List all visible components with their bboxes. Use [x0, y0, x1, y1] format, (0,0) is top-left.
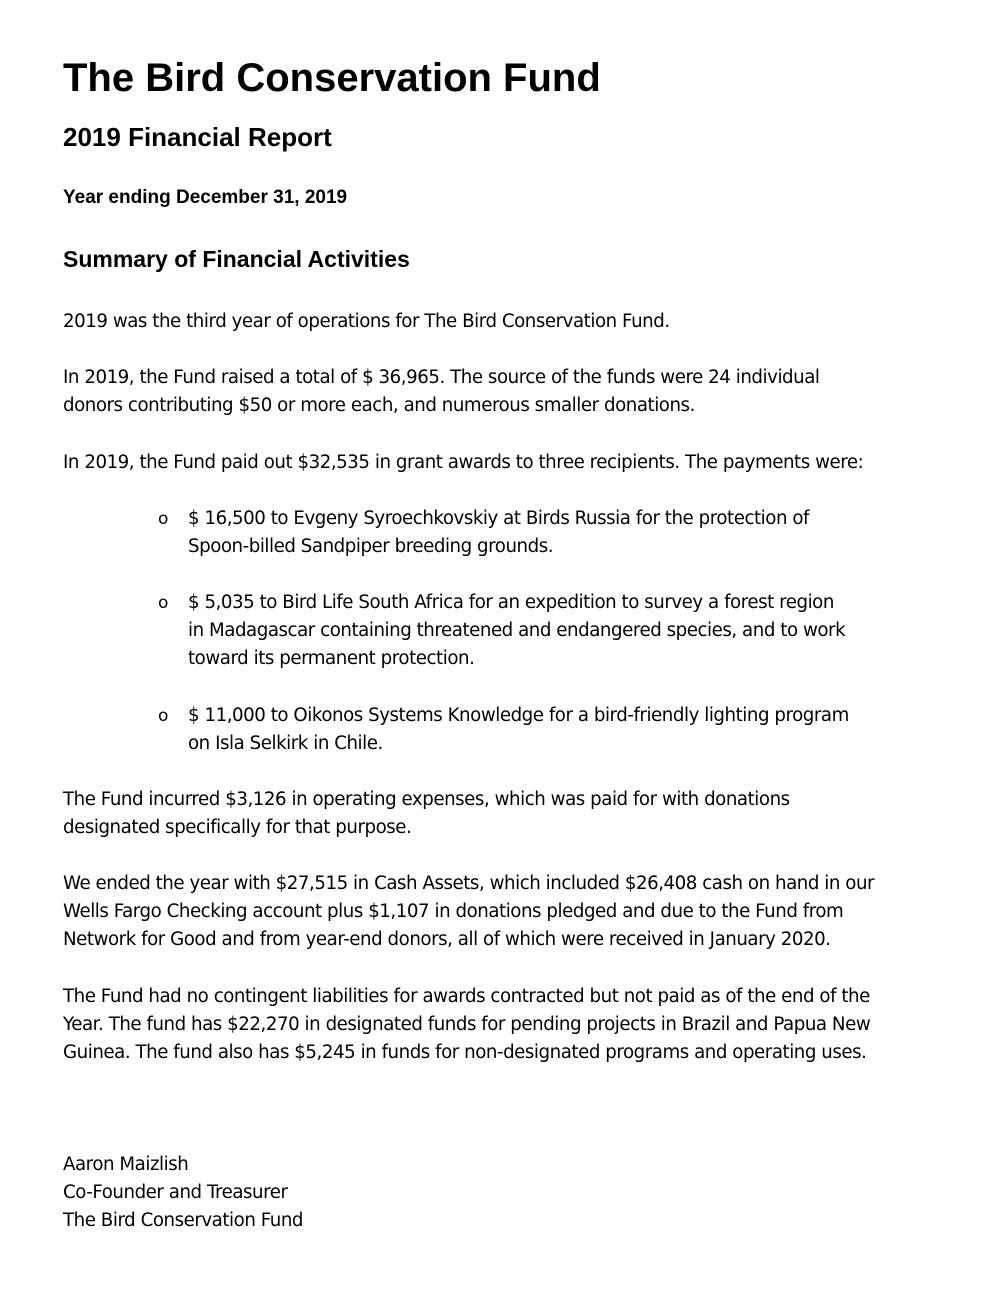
liabilities-line: Year. The fund has $22,270 in designated funds for pending projects in Brazil and Papua New: [63, 1014, 871, 1036]
expenses-line: designated specifically for that purpose.: [63, 817, 412, 839]
funds-raised-line: donors contributing $50 or more each, and numerous smaller donations.: [63, 395, 695, 417]
signatory-name: Aaron Maizlish: [63, 1154, 189, 1175]
intro-paragraph: [63, 308, 670, 336]
payment-line: in Madagascar containing threatened and endangered species, and to work: [188, 620, 846, 642]
payment-line: $ 16,500 to Evgeny Syroechkovskiy at Birds Russia for the protection of: [188, 508, 809, 529]
section-heading: Summary of Financial Activities: [63, 246, 410, 272]
report-subtitle: 2019 Financial Report: [63, 122, 332, 152]
bullet-circle-icon: o: [158, 593, 168, 613]
payment-line: Spoon-billed Sandpiper breeding grounds.: [188, 536, 554, 558]
intro-line: 2019 was the third year of operations for The Bird Conservation Fund.: [63, 311, 670, 332]
paid-out-paragraph: [63, 449, 863, 477]
funds-raised-paragraph: [63, 364, 820, 420]
signatory-organization: The Bird Conservation Fund: [63, 1210, 304, 1232]
payment-line: toward its permanent protection.: [188, 648, 475, 670]
payment-text: [188, 505, 809, 561]
report-period: Year ending December 31, 2019: [63, 187, 348, 208]
assets-line: We ended the year with $27,515 in Cash Assets, which included $26,408 cash on hand in our: [63, 873, 875, 894]
liabilities-line: Guinea. The fund also has $5,245 in funds for non-designated programs and operating uses.: [63, 1042, 867, 1064]
funds-raised-line: In 2019, the Fund raised a total of $ 36,965. The source of the funds were 24 individual: [63, 367, 820, 388]
expenses-line: The Fund incurred $3,126 in operating expenses, which was paid for with donations: [63, 789, 790, 810]
bullet-circle-icon: o: [158, 509, 168, 529]
assets-paragraph: [63, 870, 874, 955]
payment-line: $ 11,000 to Oikonos Systems Knowledge for a bird-friendly lighting program: [188, 705, 849, 726]
payment-line: $ 5,035 to Bird Life South Africa for an expedition to survey a forest region: [188, 592, 834, 613]
signature-block: [63, 1151, 303, 1236]
liabilities-line: The Fund had no contingent liabilities for awards contracted but not paid as of the end of the: [63, 986, 870, 1007]
paid-out-line: In 2019, the Fund paid out $32,535 in grant awards to three recipients. The payments were:: [63, 452, 864, 473]
liabilities-paragraph: [63, 983, 870, 1068]
payment-text: [188, 589, 845, 674]
assets-line: Wells Fargo Checking account plus $1,107 in donations pledged and due to the Fund from: [63, 901, 844, 923]
signatory-role: Co-Founder and Treasurer: [63, 1182, 288, 1204]
payment-text: [188, 702, 849, 758]
expenses-paragraph: [63, 786, 790, 842]
report-title: The Bird Conservation Fund: [63, 56, 601, 100]
payment-line: on Isla Selkirk in Chile.: [188, 733, 383, 755]
bullet-circle-icon: o: [158, 706, 168, 726]
assets-line: Network for Good and from year-end donors, all of which were received in January 2020.: [63, 929, 831, 951]
